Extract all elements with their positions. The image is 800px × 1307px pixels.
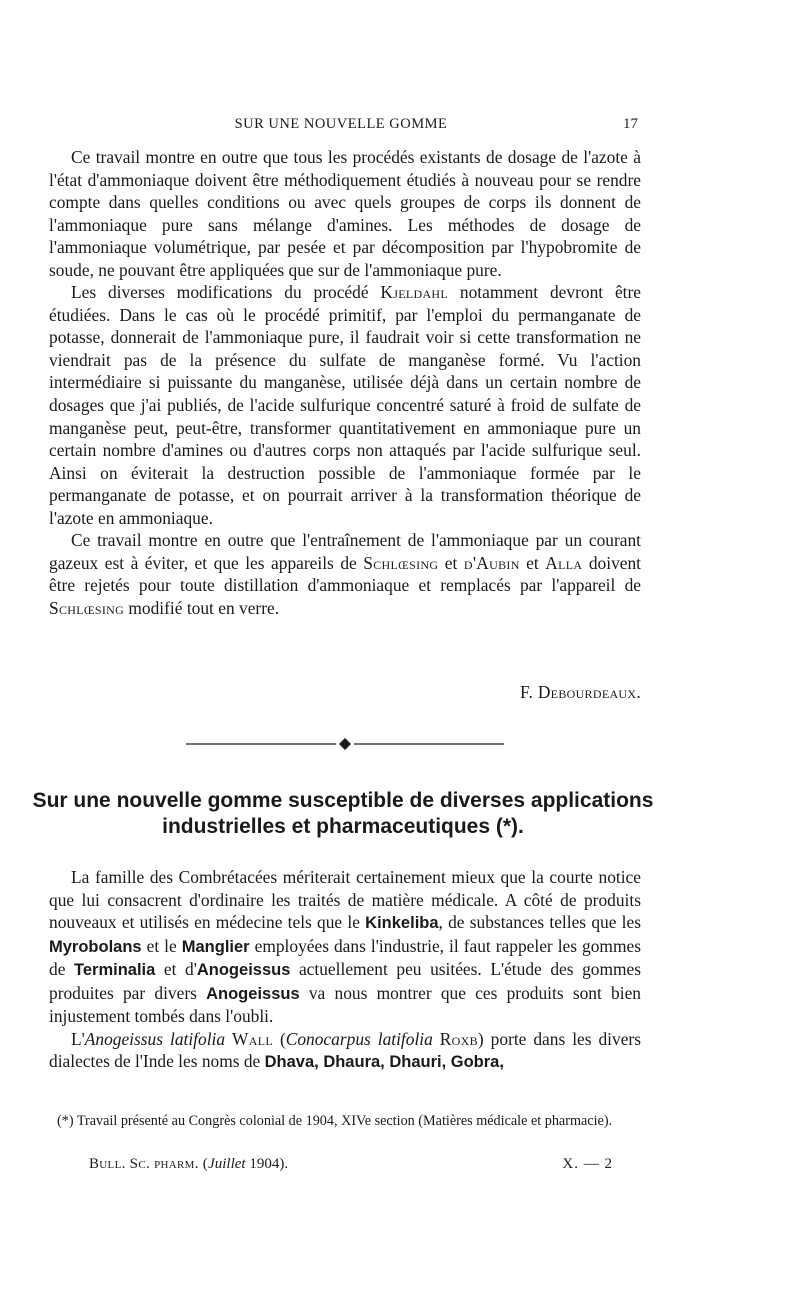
p3-text-d: doivent être rejetés pour toute distillation d'ammoniaque et remplacés par l'appareil de: [49, 552, 642, 596]
page-number: 17: [623, 116, 638, 132]
running-head: [44, 114, 638, 136]
a2p1-text-c: et le: [141, 935, 182, 956]
author-schloesing-2: Schlœsing: [49, 597, 125, 618]
species-name: Anogeissus latifolia: [84, 1028, 226, 1049]
article-1-paragraph-2: [49, 281, 641, 529]
term-anogeissus-2: Anogeissus: [206, 984, 300, 1003]
journal-year: 1904).: [245, 1156, 289, 1172]
footnote: (*) Travail présenté au Congrès colonial de 1904, XIVe section (Matières médicale et pharmacie).: [57, 1113, 613, 1129]
article-1-signature: F. Debourdeaux.: [519, 682, 641, 702]
journal-name: Bull. Sc. pharm. (: [89, 1156, 209, 1172]
p3-text-a: Ce travail montre en outre que l'entraînement de l'ammoniaque par un courant gazeux est à éviter, et que les appareils de: [49, 530, 641, 573]
term-terminalia: Terminalia: [74, 961, 156, 980]
p2-text-a: Les diverses modifications du procédé: [71, 282, 381, 303]
a2p1-text-e: et d': [155, 959, 197, 980]
author-schloesing: Schlœsing: [363, 552, 439, 573]
page-footer: [49, 1156, 641, 1178]
article-2-title-line-2: industrielles et pharmaceutiques (*).: [162, 815, 524, 838]
synonym-name: Conocarpus latifolia: [285, 1028, 433, 1049]
author-alla: Alla: [545, 552, 583, 573]
vernacular-names: Dhava, Dhaura, Dhauri, Gobra,: [264, 1053, 504, 1072]
author-aubin: d'Aubin: [463, 552, 520, 573]
article-2-body: [49, 866, 641, 1074]
article-1-paragraph-3: [49, 529, 641, 619]
journal-month: Juillet: [208, 1156, 246, 1172]
a2p1-text-f: actuellement peu usitées. L'étude des gommes produites par divers: [49, 959, 642, 1003]
p3-text-c: et: [519, 552, 546, 573]
article-2-title-line-1: Sur une nouvelle gomme susceptible de diverses applications: [32, 789, 654, 812]
journal-reference: [89, 1156, 288, 1173]
a2p1-text-a: La famille des Combrétacées mériterait certainement mieux que la courte notice que lui consacrent d'ordinaire les traités de matière médicale. A côté de produits nouveaux et utilisés en médecine tels que le: [49, 867, 641, 933]
author-kjeldahl: Kjeldahl: [380, 282, 449, 303]
article-2-paragraph-2: [49, 1028, 641, 1074]
a2p1-text-b: , de substances telles que les: [438, 912, 641, 933]
running-title: SUR UNE NOUVELLE GOMME: [234, 116, 448, 132]
a2p2-text-c: (: [272, 1028, 286, 1049]
author-wall: Wall: [232, 1028, 273, 1049]
article-1-paragraph-1: Ce travail montre en outre que tous les procédés existants de dosage de l'azote à l'état d'ammoniaque doivent être méthodiquement étudiés à nouveau pour se rendre compte dans quelles conditions ou avec quels groupes de corps ils donnent de l'ammoniaque pure sans mélange d'amines. Les méthodes de dosage de l'ammoniaque volumétrique, par pesée et par décomposition par l'hypobromite de soude, ne pouvant être appliquées que sur de l'ammoniaque pure.: [49, 147, 641, 280]
a2p2-text-d: [433, 1029, 440, 1049]
article-1-body: [49, 146, 641, 619]
section-divider: [186, 738, 504, 750]
a2p1-text-d: employées dans l'industrie, il faut rappeler les gommes de: [49, 935, 641, 980]
article-2-paragraph-1: [49, 866, 641, 1028]
p2-text-b: notamment devront être étudiées. Dans le cas où le procédé primitif, par l'emploi du permanganate de potasse, donnerait de l'ammoniaque pure, il faudrait voir si cette transformation ne viendrait pas de la présence du sulfate de manganèse formé. Vu l'action intermédiaire si puissante du manganèse, utilisée déjà dans un certain nombre de dosages que j'ai publiés, de l'acide sulfurique concentré saturé à froid de sulfate de manganèse peut, peut-être, transformer quantitativement en ammoniaque pure un certain nombre d'amines ou d'autres corps non attaqués par l'acide sulfurique seul. Ainsi on éviterait la destruction possible de l'ammoniaque formée par le permanganate de potasse, et on pourrait arriver à la transformation théorique de l'azote en ammoniaque.: [49, 282, 642, 528]
term-manglier: Manglier: [181, 937, 250, 956]
a2p2-text-e: ) porte dans les divers dialectes de l'Inde les noms de: [49, 1028, 641, 1072]
a2p2-text-b: [225, 1029, 232, 1049]
a2p1-text-g: va nous montrer que ces produits sont bien injustement tombés dans l'oubli.: [49, 982, 641, 1027]
a2p2-text-a: L': [71, 1028, 85, 1049]
term-kinkeliba: Kinkeliba: [365, 914, 439, 933]
article-2-title: [30, 788, 656, 840]
p3-text-b: et: [438, 552, 464, 573]
term-anogeissus: Anogeissus: [196, 961, 291, 980]
signature-mark: X. — 2: [562, 1156, 613, 1172]
term-myrobolans: Myrobolans: [49, 937, 142, 956]
p3-text-e: modifié tout en verre.: [124, 597, 280, 618]
author-roxb: Roxb: [439, 1028, 478, 1049]
